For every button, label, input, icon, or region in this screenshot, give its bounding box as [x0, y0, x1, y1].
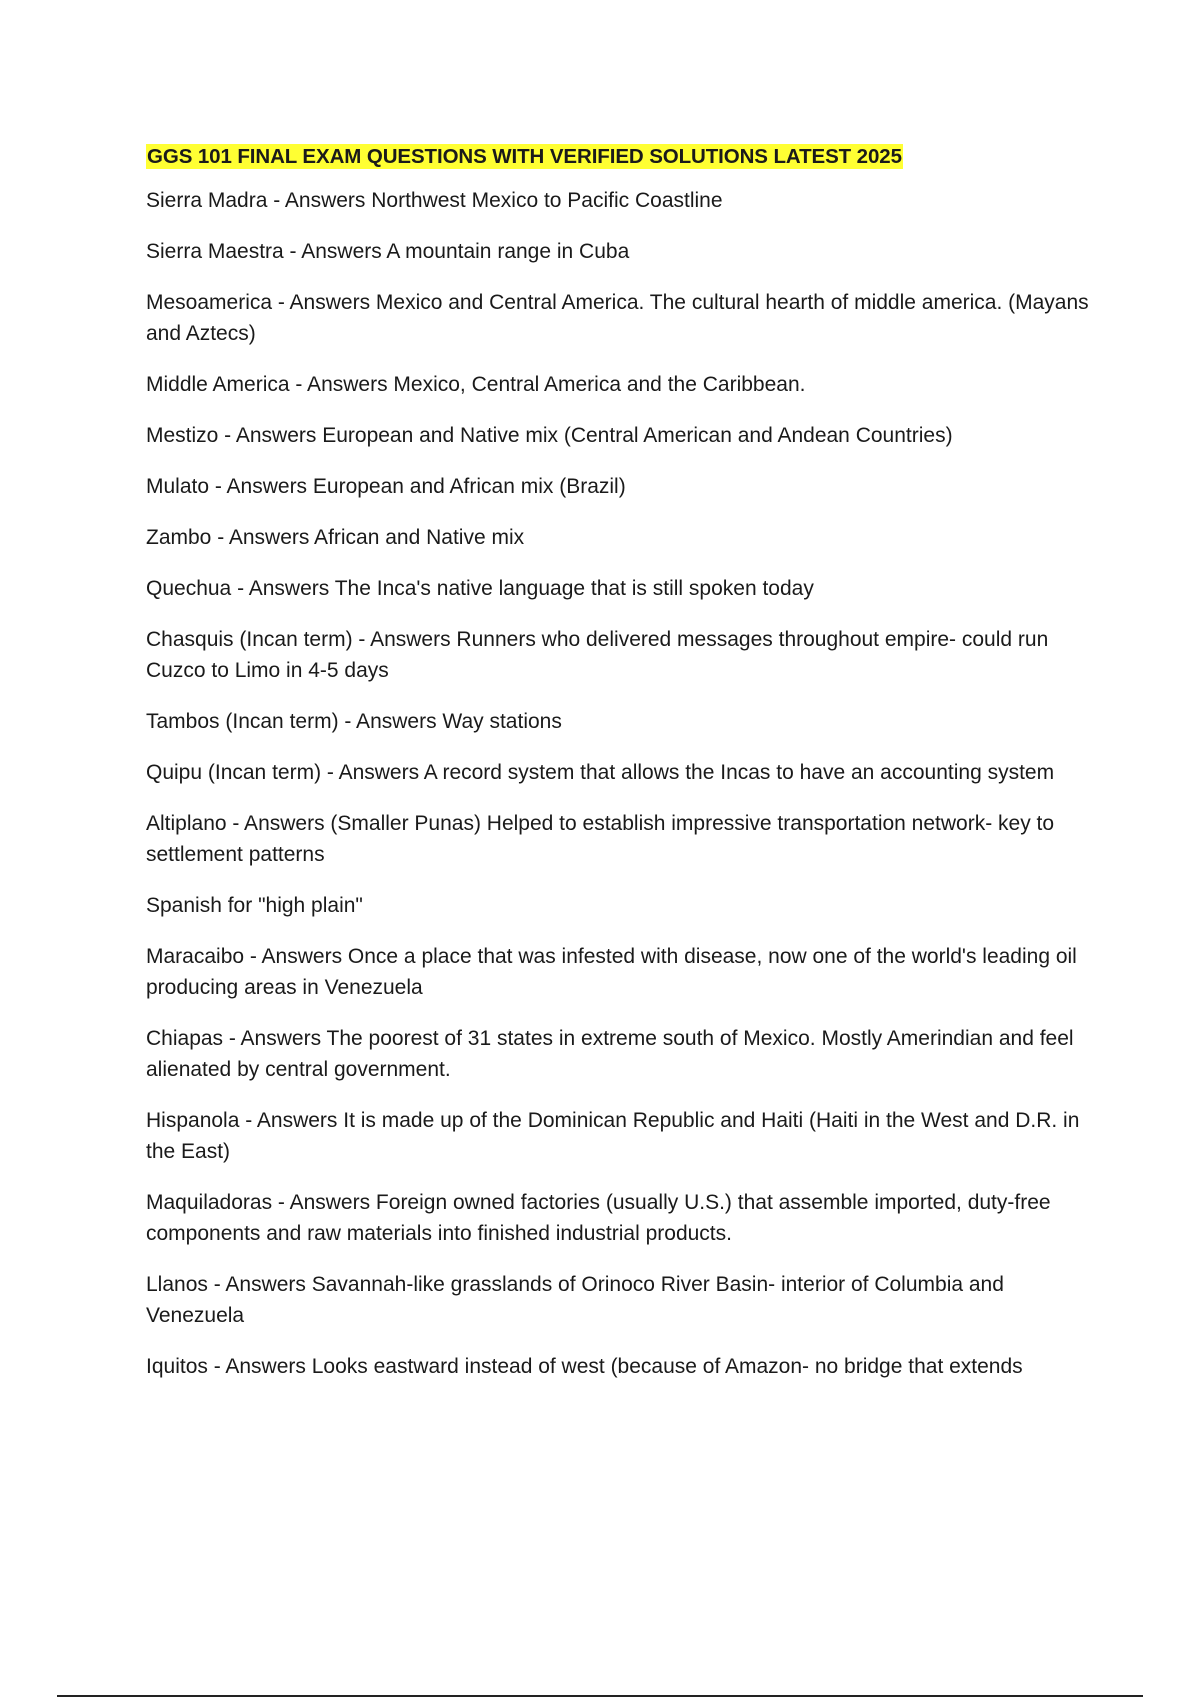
entry-high-plain: Spanish for "high plain" — [146, 894, 363, 917]
entry-iquitos: Iquitos - Answers Looks eastward instead of west (because of Amazon- no bridge that extends — [146, 1355, 1023, 1378]
entry-mestizo: Mestizo - Answers European and Native mix (Central American and Andean Countries) — [146, 424, 953, 447]
entry-zambo: Zambo - Answers African and Native mix — [146, 526, 525, 549]
entry-altiplano: Altiplano - Answers (Smaller Punas) Helped to establish impressive transportation network- key to settlement patterns — [146, 812, 1055, 866]
entry-maquiladoras: Maquiladoras - Answers Foreign owned factories (usually U.S.) that assemble imported, duty-free components and raw materials into finished industrial products. — [146, 1191, 1051, 1245]
entry-chiapas: Chiapas - Answers The poorest of 31 states in extreme south of Mexico. Mostly Amerindian and feel alienated by central government. — [146, 1027, 1074, 1081]
document-body — [146, 144, 1096, 1402]
page-bottom-rule — [57, 1695, 1143, 1697]
entry-llanos: Llanos - Answers Savannah-like grasslands of Orinoco River Basin- interior of Columbia and Venezuela — [146, 1273, 1004, 1327]
entry-mesoamerica: Mesoamerica - Answers Mexico and Central America. The cultural hearth of middle america. (Mayans and Aztecs) — [146, 291, 1089, 345]
entry-chasquis: Chasquis (Incan term) - Answers Runners who delivered messages throughout empire- could run Cuzco to Limo in 4-5 days — [146, 628, 1049, 682]
entry-tambos: Tambos (Incan term) - Answers Way stations — [146, 710, 562, 733]
entry-hispanola: Hispanola - Answers It is made up of the Dominican Republic and Haiti (Haiti in the West and D.R. in the East) — [146, 1109, 1080, 1163]
entry-middle-america: Middle America - Answers Mexico, Central America and the Caribbean. — [146, 373, 806, 396]
entry-list — [146, 185, 1096, 1382]
entry-sierra-maestra: Sierra Maestra - Answers A mountain range in Cuba — [146, 240, 630, 263]
document-title: GGS 101 FINAL EXAM QUESTIONS WITH VERIFIED SOLUTIONS LATEST 2025 — [147, 145, 902, 168]
entry-quipu: Quipu (Incan term) - Answers A record system that allows the Incas to have an accounting system — [146, 761, 1055, 784]
entry-quechua: Quechua - Answers The Inca's native language that is still spoken today — [146, 577, 814, 600]
entry-maracaibo: Maracaibo - Answers Once a place that was infested with disease, now one of the world's leading oil producing areas in Venezuela — [146, 945, 1077, 999]
entry-sierra-madra: Sierra Madra - Answers Northwest Mexico to Pacific Coastline — [146, 189, 723, 212]
entry-mulato: Mulato - Answers European and African mix (Brazil) — [146, 475, 626, 498]
